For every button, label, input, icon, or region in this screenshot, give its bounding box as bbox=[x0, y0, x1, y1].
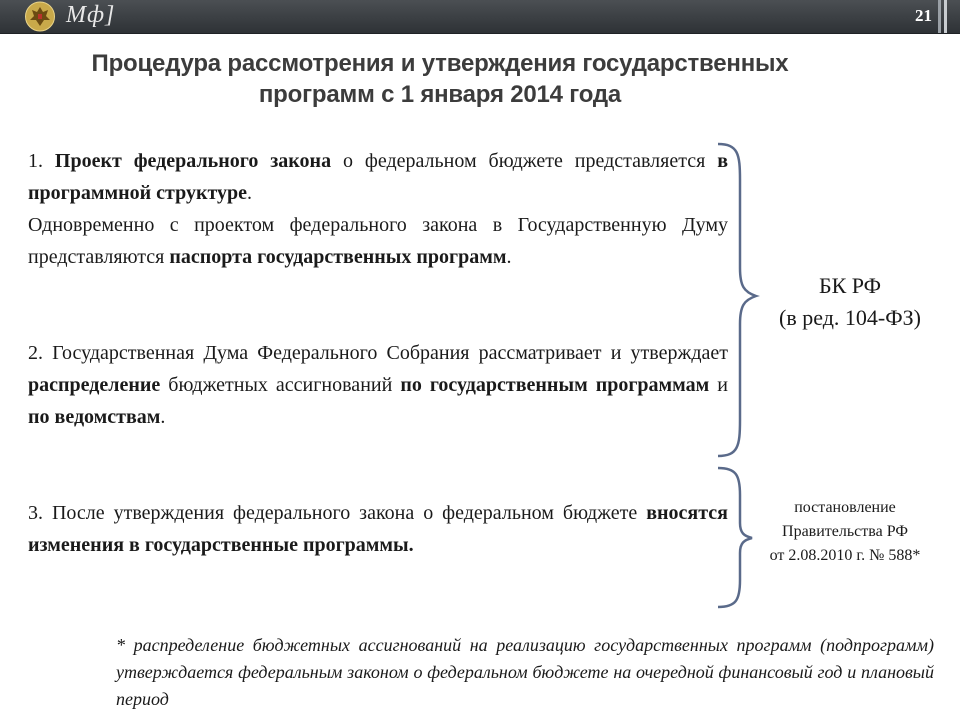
emphasis-text: вносятся изменения в государственные программы. bbox=[28, 502, 728, 556]
item-2 bbox=[28, 337, 728, 433]
slide-number: 21 bbox=[915, 6, 932, 25]
note-government-decree bbox=[735, 496, 955, 568]
body-text: . bbox=[160, 406, 166, 428]
body-text: 1. bbox=[28, 150, 55, 172]
slide-title bbox=[0, 48, 880, 110]
decor-line bbox=[938, 0, 941, 33]
item-1 bbox=[28, 145, 728, 273]
emphasis-text: паспорта государственных программ bbox=[169, 246, 507, 268]
body-text: 2. Государственная Дума Федерального Собрания рассматривает и утверждает bbox=[28, 342, 728, 364]
emphasis-text: в программной структуре bbox=[28, 150, 728, 204]
body-text: 3. После утверждения федерального закона о федеральном бюджете bbox=[28, 502, 647, 524]
emphasis-text: по ведомствам bbox=[28, 406, 161, 428]
body-text: о федеральном бюджете представляется bbox=[331, 150, 718, 172]
slide-title-line2: программ с 1 января 2014 года bbox=[258, 81, 622, 108]
note-bk-line2: (в ред. 104-ФЗ) bbox=[779, 305, 921, 330]
body-text: Одновременно с проектом федерального закона в Государственную Думу представляются bbox=[28, 214, 728, 268]
emphasis-text: распределение bbox=[28, 374, 161, 396]
decor-line bbox=[944, 0, 947, 33]
note-gov-line1: постановление bbox=[794, 499, 896, 516]
top-bar bbox=[0, 0, 960, 34]
note-bk-line1: БК РФ bbox=[818, 273, 882, 298]
emphasis-text: Проект федерального закона bbox=[54, 150, 332, 172]
emphasis-text: по государственным программам bbox=[400, 374, 710, 396]
coat-of-arms-icon bbox=[24, 1, 56, 32]
body-text: . bbox=[247, 182, 253, 204]
body-text: . bbox=[506, 246, 512, 268]
ministry-logo-text: Мф] bbox=[66, 2, 116, 28]
note-budget-code bbox=[750, 270, 950, 334]
note-gov-line3: от 2.08.2010 г. № 588* bbox=[769, 547, 921, 564]
footnote: * распределение бюджетных ассигнований на реализацию государственных программ (подпрограмм) утверждается федеральным законом о федеральном бюджете на очередной финансовый год и плановый период bbox=[116, 635, 934, 709]
slide-title-line1: Процедура рассмотрения и утверждения государственных bbox=[91, 50, 789, 77]
body-text: и bbox=[709, 374, 729, 396]
item-3 bbox=[28, 497, 728, 561]
note-gov-line2: Правительства РФ bbox=[782, 523, 908, 540]
body-text: бюджетных ассигнований bbox=[160, 374, 401, 396]
